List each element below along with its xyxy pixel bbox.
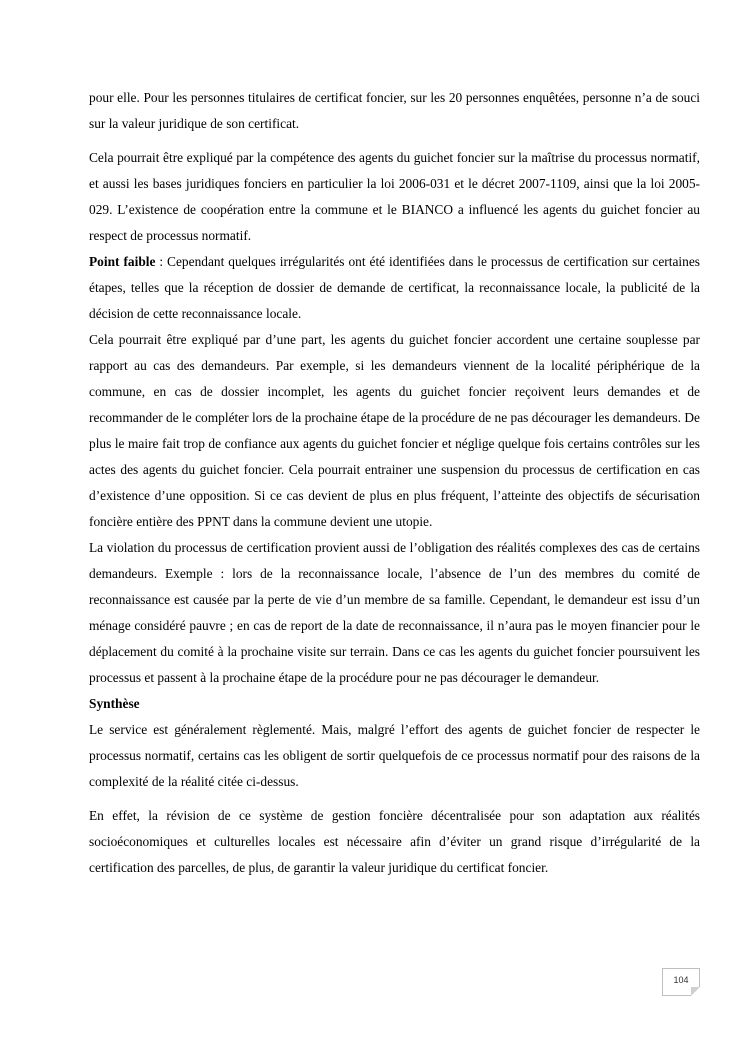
paragraph-intro: pour elle. Pour les personnes titulaires de certificat foncier, sur les 20 personnes enquêtées, personne n’a de souci sur la valeur juridique de son certificat. [89,90,700,131]
paragraph-flexibility: Cela pourrait être expliqué par d’une part, les agents du guichet foncier accordent une certaine souplesse par rapport au cas des demandeurs. Par exemple, si les demandeurs viennent de la localité périphérique de la commune, en cas de dossier incomplet, les agents du guichet foncier reçoivent leurs demandes et de recommander de le compléter lors de la prochaine étape de la procédure de ne pas décourager les demandeurs. De plus le maire fait trop de confiance aux agents du guichet foncier et néglige quelque fois certains contrôles sur les actes des agents du guichet foncier. Cela pourrait entrainer une suspension du processus de certification en cas d’existence d’une opposition. Si ce cas devient de plus en plus fréquent, l’atteinte des objectifs de sécurisation foncière entière des PPNT dans la commune devient une utopie. [89,332,700,529]
paragraph-violation: La violation du processus de certification provient aussi de l’obligation des réalités complexes des cas de certains demandeurs. Exemple : lors de la reconnaissance locale, l’absence de l’un des membres du comité de reconnaissance est causée par la perte de vie d’un membre de sa famille. Cependant, le demandeur est issu d’un ménage considéré pauvre ; en cas de report de la date de reconnaissance, il n’aura pas le moyen financier pour le déplacement du comité à la prochaine visite sur terrain. Dans ce cas les agents du guichet foncier poursuivent les processus et passent à la prochaine étape de la procédure pour ne pas décourager le demandeur. [89,540,700,685]
paragraph-weak-point [89,249,700,327]
page-corner-fold-icon [691,987,700,996]
synthese-heading: Synthèse [89,696,140,711]
weak-point-label: Point faible [89,254,156,269]
page-number-badge [662,968,700,996]
paragraph-synthese: Le service est généralement règlementé. Mais, malgré l’effort des agents de guichet foncier de respecter le processus normatif, certains cas les obligent de sortir quelquefois de ce processus normatif pour des raisons de la complexité de la réalité citée ci-dessus. [89,722,700,789]
page-body [89,85,700,881]
weak-point-text: : Cependant quelques irrégularités ont été identifiées dans le processus de certification sur certaines étapes, telles que la réception de dossier de demande de certificat, la reconnaissance locale, la publicité de la décision de cette reconnaissance locale. [89,254,700,321]
paragraph-explanation: Cela pourrait être expliqué par la compétence des agents du guichet foncier sur la maîtrise du processus normatif, et aussi les bases juridiques fonciers en particulier la loi 2006-031 et le décret 2007-1109, ainsi que la loi 2005-029. L’existence de coopération entre la commune et le BIANCO a influencé les agents du guichet foncier au respect de processus normatif. [89,150,700,243]
paragraph-conclusion: En effet, la révision de ce système de gestion foncière décentralisée pour son adaptation aux réalités socioéconomiques et culturelles locales est nécessaire afin d’éviter un grand risque d’irrégularité de la certification des parcelles, de plus, de garantir la valeur juridique du certificat foncier. [89,808,700,875]
page-number: 104 [673,975,689,985]
